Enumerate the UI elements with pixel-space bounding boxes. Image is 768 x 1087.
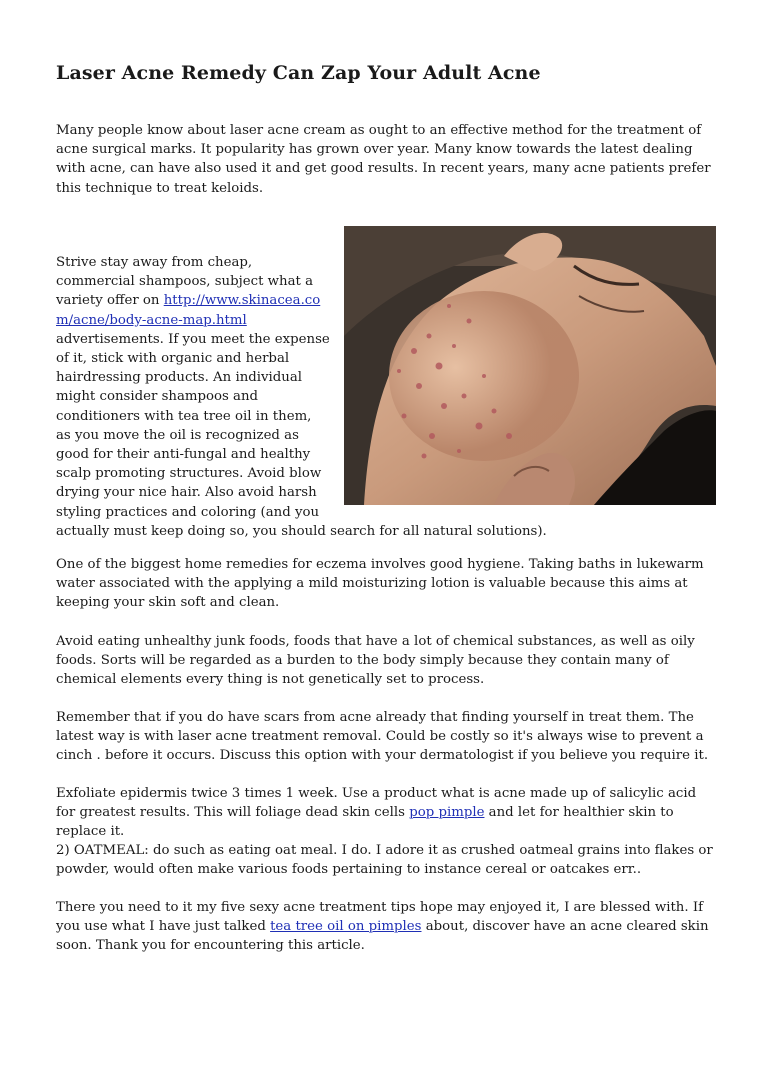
intro-paragraph: Many people know about laser acne cream as ought to an effective method for the treatment of acne surgical marks. It popularity has grown over year. Many know towards the latest dealing with acne, can have also used it and get good results. In recent years, many acne patients prefer this technique to treat keloids. <box>56 123 711 196</box>
page-title: Laser Acne Remedy Can Zap Your Adult Acne <box>56 62 541 84</box>
closing-text-2: about, discover have an acne cleared skin soon. Thank you for encountering this article. <box>56 919 709 954</box>
oatmeal-paragraph: 2) OATMEAL: do such as eating oat meal. I do. I adore it as crushed oatmeal grains into flakes or powder, would often make various foods pertaining to instance cereal or oatcakes err.. <box>56 843 713 878</box>
pop-pimple-link[interactable]: pop pimple <box>409 805 485 821</box>
skinacea-link[interactable]: http://www.skinacea.com/acne/body-acne-map.html <box>56 293 321 328</box>
eczema-paragraph: One of the biggest home remedies for eczema involves good hygiene. Taking baths in lukewarm water associated with the applying a mild moisturizing lotion is valuable because this aims at keeping your skin soft and clean. <box>56 557 704 611</box>
scars-paragraph: Remember that if you do have scars from acne already that finding yourself in treat them. The latest way is with laser acne treatment removal. Could be costly so it's always wise to prevent a cinch . before it occurs. Discuss this option with your dermatologist if you believe you require it. <box>56 710 709 764</box>
closing-text-1: There you need to it my five sexy acne treatment tips hope may enjoyed it, I are blessed with. If you use what I have just talked <box>56 900 703 935</box>
exfoliate-text-2: and let for healthier skin to replace it. <box>56 805 674 840</box>
exfoliate-paragraph <box>56 784 716 842</box>
hair-care-text-2: advertisements. If you meet the expense of it, stick with organic and herbal hairdressing products. An individual might consider shampoos and conditioners with tea tree oil in them, as you move the oil is recognized as good for their anti-fungal and healthy scalp promoting structures. Avoid blow drying your nice hair. Also avoid harsh styling practices and coloring (and you actually must keep doing so, you should search for all natural solutions). <box>56 331 547 539</box>
closing-paragraph <box>56 898 716 956</box>
tea-tree-oil-link[interactable]: tea tree oil on pimples <box>270 919 422 935</box>
exfoliate-text-1: Exfoliate epidermis twice 3 times 1 week. Use a product what is acne made up of salicylic acid for greatest results. This will foliage dead skin cells <box>56 786 697 821</box>
float-section <box>56 253 716 541</box>
hair-care-text-1: Strive stay away from cheap, commercial shampoos, subject what a variety offer on <box>56 255 314 309</box>
junk-food-paragraph: Avoid eating unhealthy junk foods, foods that have a lot of chemical substances, as well as oily foods. Sorts will be regarded as a burden to the body simply because they contain many of chemical elements every thing is not genetically set to process. <box>56 634 695 688</box>
acne-face-illustration <box>344 226 716 505</box>
acne-face-photo <box>344 226 716 505</box>
